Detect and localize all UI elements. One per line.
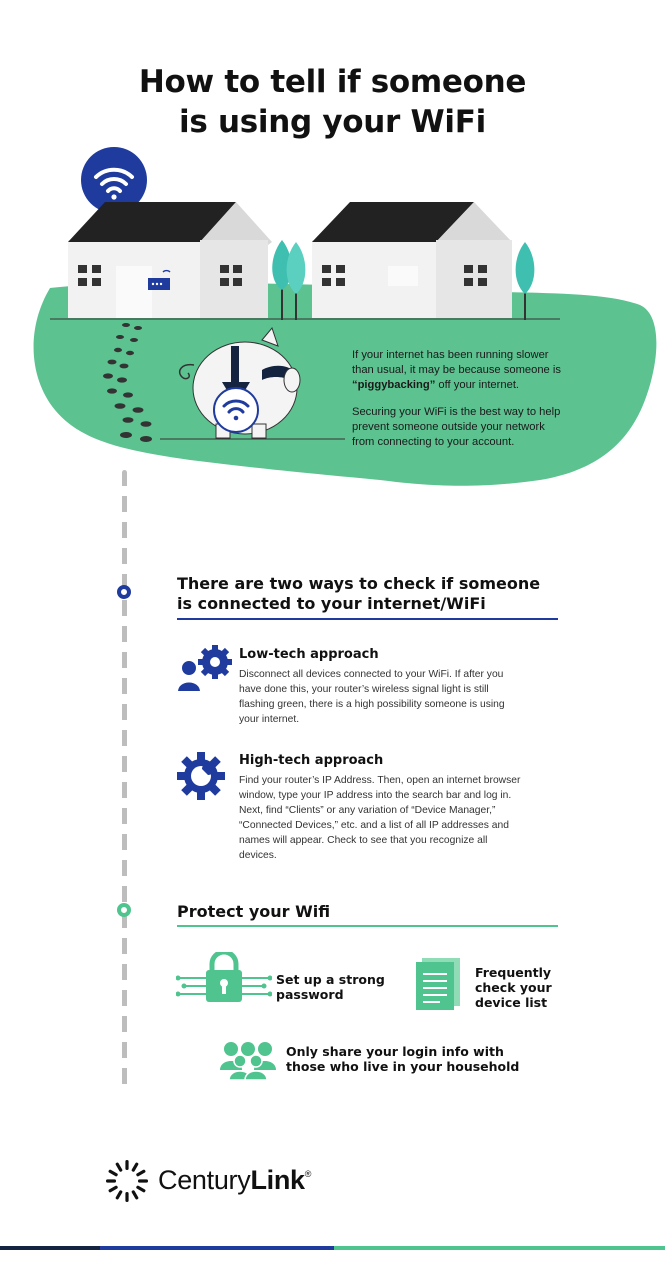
password-tip-line-2: password (276, 987, 344, 1002)
wrench-gear-icon (175, 750, 227, 802)
device-tip-line-3: device list (475, 995, 548, 1010)
intro-paragraph-2: Securing your WiFi is the best way to help prevent someone outside your network from connecting to your account. (352, 406, 561, 448)
password-tip (276, 972, 385, 1002)
protect-section-rule (177, 925, 558, 927)
brand-wordmark (158, 1165, 311, 1196)
brand-registered: ® (304, 1169, 312, 1179)
house-left (68, 202, 272, 318)
document-list-icon (416, 956, 464, 1010)
password-tip-line-1: Set up a strong (276, 972, 385, 987)
title-line-2: is using your WiFi (179, 104, 486, 140)
share-login-tip (286, 1044, 519, 1074)
brand-link: Link (250, 1165, 305, 1195)
timeline-node-green (117, 903, 131, 917)
timeline-node-blue (117, 585, 131, 599)
high-tech-title: High-tech approach (239, 753, 384, 768)
footer-bar-green (334, 1246, 665, 1250)
timeline-line (122, 470, 127, 1090)
share-tip-line-2: those who live in your household (286, 1059, 520, 1074)
page-title (0, 62, 665, 142)
low-tech-title: Low-tech approach (239, 647, 379, 662)
padlock-icon (176, 952, 272, 1006)
footer-bar-blue (100, 1246, 334, 1250)
low-tech-body: Disconnect all devices connected to your WiFi. If after you have done this, your router’s wireless signal light is still flashing green, there is a high possibility someone is using your internet. (239, 669, 505, 725)
intro-text (352, 348, 567, 462)
device-tip-line-1: Frequently (475, 965, 552, 980)
check-title-line-1: There are two ways to check if someone (177, 574, 541, 593)
check-section-rule (177, 618, 558, 620)
title-line-1: How to tell if someone (138, 64, 527, 100)
intro-p1-suffix: off your internet. (435, 379, 520, 391)
piggybacking-term: “piggybacking” (352, 379, 436, 391)
brand-century: Century (158, 1165, 251, 1195)
share-tip-line-1: Only share your login info with (286, 1044, 504, 1059)
house-right (312, 202, 512, 318)
device-tip-line-2: check your (475, 980, 552, 995)
intro-paragraph-1 (352, 348, 567, 393)
high-tech-body: Find your router’s IP Address. Then, open an internet browser window, type your IP address into the search bar and log in. Next, find “Clients” or any variation of “Device Manager,” “Connected Devices,” etc. and a list of all IP addresses and names will appear. Check to see that you recognize all devices. (239, 775, 521, 861)
check-section-title (177, 574, 577, 614)
check-title-line-2: is connected to your internet/WiFi (177, 594, 486, 613)
group-icon (220, 1040, 276, 1080)
footer-bar-navy (0, 1246, 100, 1250)
protect-section-title: Protect your Wifi (177, 902, 331, 921)
users-gear-icon (175, 642, 233, 694)
intro-p1-prefix: If your internet has been running slower than usual, it may be because someone is (352, 349, 561, 376)
device-list-tip (475, 965, 552, 1010)
centurylink-logo-icon (104, 1158, 150, 1204)
